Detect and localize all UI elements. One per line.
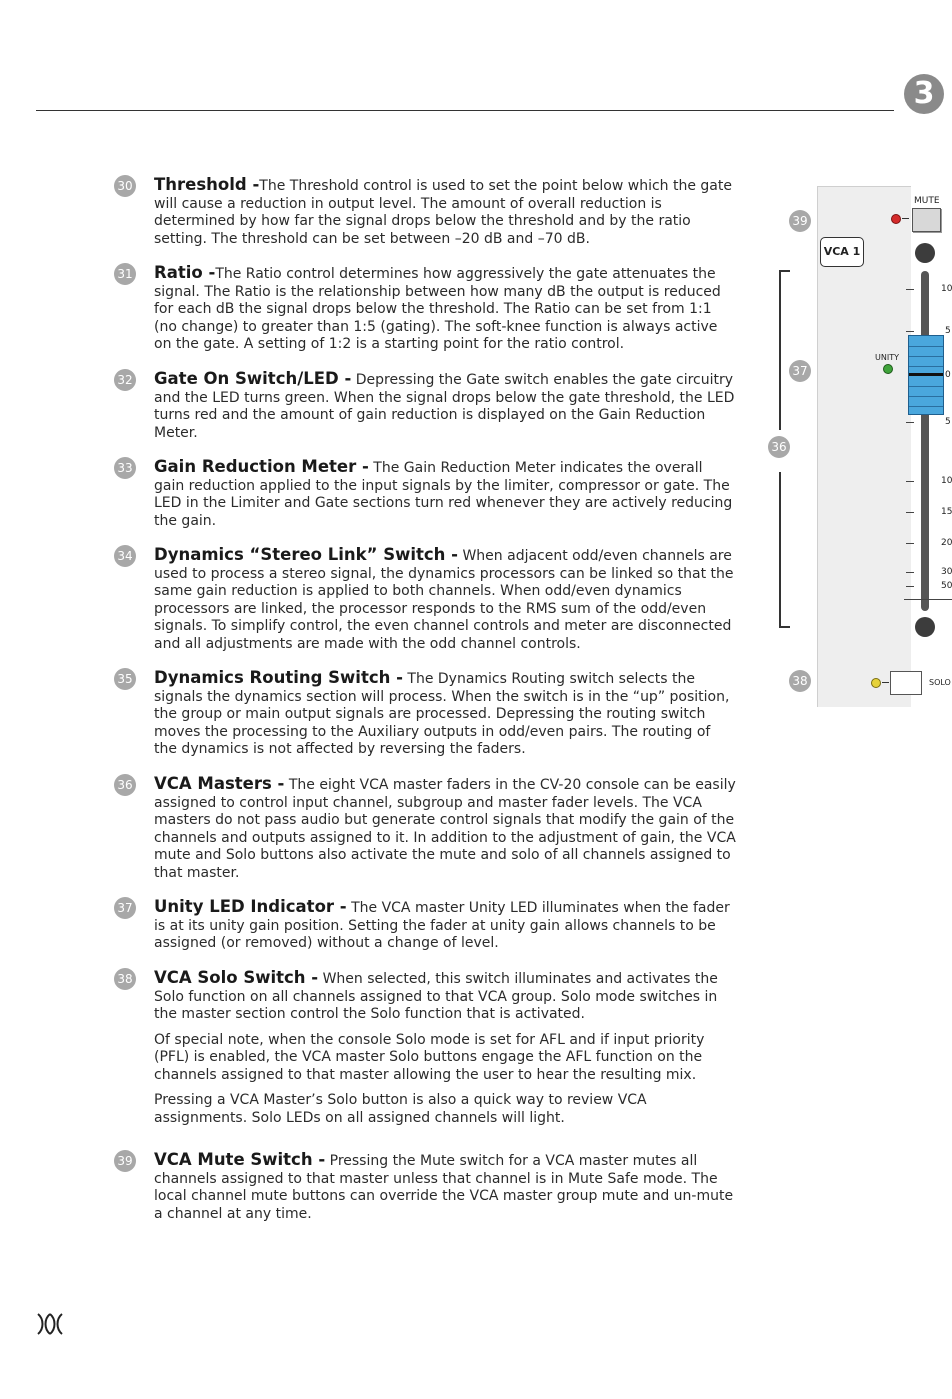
item-title: Gain Reduction Meter - — [154, 457, 369, 476]
fader-cap-ridge — [909, 406, 943, 407]
scale-label: 5 — [945, 326, 951, 336]
item-number: 33 — [114, 457, 136, 479]
callout-unity: 37 — [789, 360, 811, 382]
scale-tick — [906, 543, 914, 544]
item-number: 39 — [114, 1150, 136, 1172]
callout-mute: 39 — [789, 210, 811, 232]
fader-cap-ridge — [909, 346, 943, 347]
item-ratio — [114, 264, 736, 354]
item-body — [154, 969, 736, 1024]
item-number: 34 — [114, 545, 136, 567]
item-number: 31 — [114, 263, 136, 285]
item-text: The Threshold control is used to set the point below which the gate will cause a reduction in output level. The amount of overall reduction is determined by how far the signal drops below the threshold and by the ratio setting. The threshold can be set between –20 dB and –70 dB. — [154, 178, 732, 247]
scale-tick — [906, 586, 914, 587]
item-text: When selected, this switch illuminates and activates the Solo function on all channels assigned to that VCA group. Solo mode switches in the master section control the Solo function that is activated. — [154, 971, 718, 1022]
item-unity-led — [114, 898, 736, 953]
item-body — [154, 458, 736, 530]
fader-cap — [908, 335, 944, 415]
unity-label: UNITY — [875, 353, 899, 362]
scale-label: 15 — [941, 507, 952, 517]
item-number: 35 — [114, 668, 136, 690]
fader-track — [921, 271, 929, 611]
item-gate-on-switch — [114, 370, 736, 442]
fader-cap-ridge — [909, 386, 943, 387]
logo-mark-stroke — [50, 1314, 55, 1334]
scale-label: 20 — [941, 538, 952, 548]
mute-led-leader — [902, 218, 909, 219]
item-text: When adjacent odd/even channels are used to process a stereo signal, the dynamics processors can be linked so that the same gain reduction is applied to both channels. When odd/even dynamics processors are linked, the processor responds to the RMS sum of the odd/even signals. To simplify control, the even channel controls and meter are disconnected and all adjustments are made with the odd channel controls. — [154, 548, 734, 652]
item-title: Unity LED Indicator - — [154, 897, 347, 916]
top-knob — [915, 243, 935, 263]
fader-cap-ridge — [909, 366, 943, 367]
scale-tick — [906, 289, 914, 290]
item-body — [154, 898, 736, 953]
solo-led — [871, 678, 881, 688]
header-rule — [36, 110, 894, 111]
vca-label: VCA 1 — [820, 237, 864, 267]
callout-solo: 38 — [789, 670, 811, 692]
item-dynamics-routing-switch — [114, 669, 736, 759]
mute-button — [912, 208, 941, 232]
item-title: VCA Mute Switch - — [154, 1150, 326, 1169]
item-stereo-link-switch — [114, 546, 736, 653]
item-text: The eight VCA master faders in the CV-20 console can be easily assigned to control input channel, subgroup and master fader levels. The VCA masters do not pass audio but generate control signals that modify the gain of the channels and outputs assigned to it. In addition to the adjustment of gain, the VCA mute and Solo buttons also activate the mute and solo of all channels assigned to that master. — [154, 777, 736, 881]
item-title: Ratio - — [154, 263, 216, 282]
item-title: Threshold - — [154, 175, 260, 194]
item-text: The Gain Reduction Meter indicates the overall gain reduction applied to the input signals by the limiter, compressor or gate. The LED in the Limiter and Gate sections turn red whenever they are actively reducing the gain. — [154, 460, 733, 529]
scale-label: 10 — [941, 476, 952, 486]
item-number: 32 — [114, 369, 136, 391]
item-text: Pressing the Mute switch for a VCA master mutes all channels assigned to that master unless that channel is in Mute Safe mode. The local channel mute buttons can override the VCA master group mute and un-mute a channel at any time. — [154, 1153, 734, 1222]
callout-fader: 36 — [768, 436, 790, 458]
channel-strip-panel — [817, 186, 952, 707]
fader-bracket-top — [779, 270, 790, 430]
item-threshold — [114, 176, 736, 248]
item-title: Gate On Switch/LED - — [154, 369, 352, 388]
item-body — [154, 370, 736, 442]
item-body — [154, 546, 736, 653]
item-text: The Dynamics Routing switch selects the signals the dynamics section will process. When the switch is in the “up” position, the group or main output signals are processed. Depressing the routing switch moves the processing to the Auxiliary outputs in odd/even pairs. The routing of the dynamics is not affected by reversing the faders. — [154, 671, 730, 757]
fader-cap-ridge — [909, 396, 943, 397]
item-body — [154, 264, 736, 354]
scale-label: 0 — [945, 370, 951, 380]
scale-tick — [906, 481, 914, 482]
scale-tick — [906, 331, 914, 332]
scale-base-line — [904, 599, 952, 600]
logo-mark-stroke — [46, 1314, 51, 1334]
item-title: Dynamics Routing Switch - — [154, 668, 403, 687]
fader-cap-center-line — [909, 373, 943, 376]
scale-label: 10 — [941, 284, 952, 294]
item-vca-solo-switch — [114, 969, 736, 1127]
scale-tick — [906, 572, 914, 573]
item-title: VCA Masters - — [154, 774, 285, 793]
fader-bracket-bottom — [779, 472, 790, 628]
item-paragraph: Of special note, when the console Solo mode is set for AFL and if input priority (PFL) is enabled, the VCA master Solo buttons engage the AFL function on the channels assigned to that master allowing the user to hear the resulting mix. — [154, 1031, 705, 1083]
unity-led — [883, 364, 893, 374]
item-text: Depressing the Gate switch enables the gate circuitry and the LED turns green. When the signal drops below the gate threshold, the LED turns red and the amount of gain reduction is displayed on the Gain Reduction Meter. — [154, 372, 735, 441]
chapter-number-badge: 3 — [904, 74, 944, 114]
item-number: 30 — [114, 175, 136, 197]
scale-label: 5 — [945, 417, 951, 427]
scale-tick — [906, 512, 914, 513]
mute-label: MUTE — [914, 196, 940, 206]
item-vca-masters — [114, 775, 736, 882]
item-title: Dynamics “Stereo Link” Switch - — [154, 545, 459, 564]
scale-tick — [906, 422, 914, 423]
item-title: VCA Solo Switch - — [154, 968, 319, 987]
item-number: 38 — [114, 968, 136, 990]
crest-audio-logo — [36, 1311, 136, 1337]
mute-led — [891, 214, 901, 224]
item-paragraph: Pressing a VCA Master’s Solo button is also a quick way to review VCA assignments. Solo LEDs on all assigned channels will light. — [154, 1092, 647, 1126]
bottom-knob — [915, 617, 935, 637]
item-body — [154, 775, 736, 882]
logo-mark-stroke — [38, 1314, 43, 1334]
vca-master-strip-figure — [770, 186, 952, 708]
fader-cap-ridge — [909, 356, 943, 357]
item-number: 37 — [114, 897, 136, 919]
item-number: 36 — [114, 774, 136, 796]
item-body — [154, 176, 736, 248]
solo-button — [890, 671, 922, 695]
item-text: The VCA master Unity LED illuminates when the fader is at its unity gain position. Setting the fader at unity gain allows channels to be assigned (or removed) without a change of level. — [154, 900, 730, 951]
solo-led-leader — [882, 682, 889, 683]
scale-label: 30 — [941, 567, 952, 577]
item-body — [154, 669, 736, 759]
item-gain-reduction-meter — [114, 458, 736, 530]
item-vca-mute-switch — [114, 1151, 736, 1223]
solo-label: SOLO — [929, 678, 951, 687]
item-text: The Ratio control determines how aggressively the gate attenuates the signal. The Ratio is the relationship between how many dB the output is reduced for each dB the signal drops below the threshold. The Ratio can be set from 1:1 (no change) to greater than 1:5 (gating). The soft-knee function is always active on the gate. A setting of 1:2 is a starting point for the ratio control. — [154, 266, 721, 352]
scale-label: 50 — [941, 581, 952, 591]
logo-mark-stroke — [58, 1314, 63, 1334]
item-body — [154, 1151, 736, 1223]
